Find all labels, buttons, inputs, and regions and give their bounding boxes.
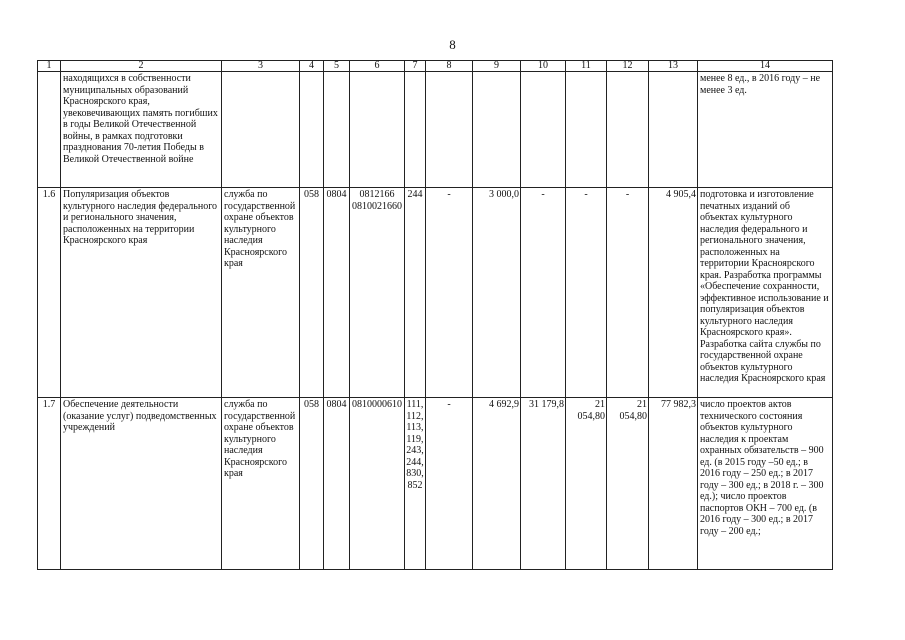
row-2015: 4 692,9 [473,398,521,570]
row-rzpr: 0804 [324,398,350,570]
header-cell: 11 [566,61,607,72]
row-total [649,72,698,188]
row-2016: 31 179,8 [521,398,566,570]
row-csr: 0812166 0810021660 [350,188,405,398]
row-grbs: 058 [300,188,324,398]
row-executor: служба по государственной охране объектов культурного наследия Красноярского края [222,398,300,570]
row-2014 [426,72,473,188]
row-name: находящихся в собственности муниципальных образований Красноярского края, увековечивающих память погибших в годы Великой Отечественной войны, в рамках подготовки празднования 70-летия Победы в Великой Отечественной войне [61,72,222,188]
row-grbs [300,72,324,188]
header-cell: 14 [698,61,833,72]
header-cell: 7 [405,61,426,72]
header-cell: 13 [649,61,698,72]
row-rzpr: 0804 [324,188,350,398]
header-cell: 1 [38,61,61,72]
header-row [38,61,833,72]
header-cell: 3 [222,61,300,72]
header-cell: 12 [607,61,649,72]
row-2017: - [566,188,607,398]
program-table [37,60,833,570]
row-total: 4 905,4 [649,188,698,398]
header-cell: 8 [426,61,473,72]
row-number [38,72,61,188]
row-vr: 244 [405,188,426,398]
row-number: 1.7 [38,398,61,570]
page-number: 8 [449,37,456,52]
row-csr: 0810000610 [350,398,405,570]
row-2015: 3 000,0 [473,188,521,398]
row-vr: 111, 112, 113, 119, 243, 244, 830, 852 [405,398,426,570]
row-result: число проектов актов технического состояния объектов культурного наследия к проектам охранных обязательств – 900 ед. (в 2015 году –50 ед.; в 2016 году – 250 ед.; в 2017 году – 300 ед.; в 2018 г. – 300 ед.); число проектов паспортов ОКН – 700 ед. (в 2016 году – 300 ед.; в 2017 году – 200 ед.; [698,398,833,570]
table-row [38,398,833,570]
header-cell: 2 [61,61,222,72]
row-2016: - [521,188,566,398]
row-rzpr [324,72,350,188]
row-grbs: 058 [300,398,324,570]
header-cell: 6 [350,61,405,72]
row-result: менее 8 ед., в 2016 году – не менее 3 ед. [698,72,833,188]
row-total: 77 982,3 [649,398,698,570]
header-cell: 5 [324,61,350,72]
row-result: подготовка и изготовление печатных изданий об объектах культурного наследия федерального и регионального значения, расположенных на территории Красноярского края. Разработка программы «Обеспечение сохранности, эффективное использование и популяризация объектов культурного наследия Красноярского края». Разработка сайта службы по государственной охране объектов культурного наследия Красноярского края [698,188,833,398]
row-executor: служба по государственной охране объектов культурного наследия Красноярского края [222,188,300,398]
table-row [38,72,833,188]
header-cell: 10 [521,61,566,72]
row-executor [222,72,300,188]
row-2018: - [607,188,649,398]
row-2017: 21 054,80 [566,398,607,570]
row-name: Популяризация объектов культурного наследия федерального и регионального значения, расположенных на территории Красноярского края [61,188,222,398]
row-2014: - [426,398,473,570]
row-2015 [473,72,521,188]
row-2018: 21 054,80 [607,398,649,570]
row-2017 [566,72,607,188]
row-csr [350,72,405,188]
row-2014: - [426,188,473,398]
row-name: Обеспечение деятельности (оказание услуг) подведомственных учреждений [61,398,222,570]
header-cell: 9 [473,61,521,72]
header-cell: 4 [300,61,324,72]
row-vr [405,72,426,188]
row-2016 [521,72,566,188]
row-2018 [607,72,649,188]
table-row [38,188,833,398]
row-number: 1.6 [38,188,61,398]
